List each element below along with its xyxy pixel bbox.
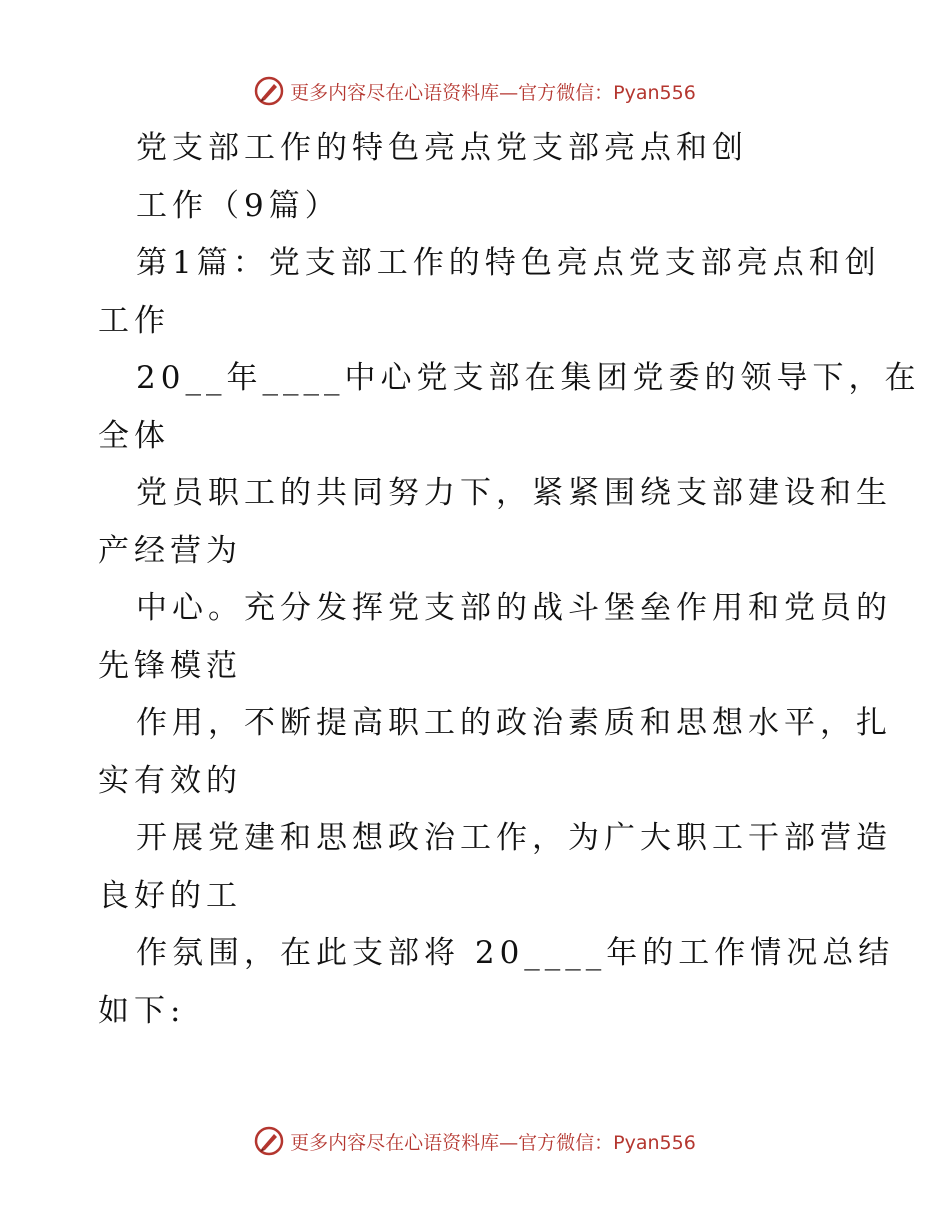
document-line: 党员职工的共同努力下，紧紧围绕支部建设和生 bbox=[136, 475, 892, 511]
document-line: 作氛围，在此支部将 20____年的工作情况总结 bbox=[136, 935, 895, 971]
pen-logo-icon bbox=[254, 1126, 284, 1156]
pen-logo-icon bbox=[254, 76, 284, 106]
document-body bbox=[98, 120, 921, 1040]
banner-text bbox=[290, 1128, 696, 1155]
banner-contact: Pyan556 bbox=[613, 81, 696, 104]
banner-text bbox=[290, 78, 696, 105]
document-line: 先锋模范 bbox=[98, 647, 242, 684]
document-line: 工作（9篇） bbox=[136, 187, 341, 224]
banner-slogan: 更多内容尽在心语资料库—官方微信： bbox=[290, 1131, 614, 1154]
document-line: 党支部工作的特色亮点党支部亮点和创 bbox=[136, 130, 748, 166]
document-line: 开展党建和思想政治工作，为广大职工干部营造 bbox=[136, 820, 892, 856]
banner-slogan: 更多内容尽在心语资料库—官方微信： bbox=[290, 81, 614, 104]
document-line: 良好的工 bbox=[98, 877, 242, 914]
document-line: 如下: bbox=[98, 992, 186, 1029]
footer-banner bbox=[0, 1121, 950, 1161]
document-line: 实有效的 bbox=[98, 762, 242, 799]
document-line: 第1篇：党支部工作的特色亮点党支部亮点和创 bbox=[136, 245, 881, 281]
document-line: 中心。充分发挥党支部的战斗堡垒作用和党员的 bbox=[136, 590, 892, 626]
document-line: 产经营为 bbox=[98, 532, 242, 569]
document-line: 全体 bbox=[98, 417, 170, 454]
document-line: 20__年____中心党支部在集团党委的领导下，在 bbox=[136, 360, 921, 396]
banner-contact: Pyan556 bbox=[613, 1131, 696, 1154]
document-line: 工作 bbox=[98, 302, 170, 339]
header-banner bbox=[0, 71, 950, 111]
document-line: 作用，不断提高职工的政治素质和思想水平，扎 bbox=[136, 705, 892, 741]
